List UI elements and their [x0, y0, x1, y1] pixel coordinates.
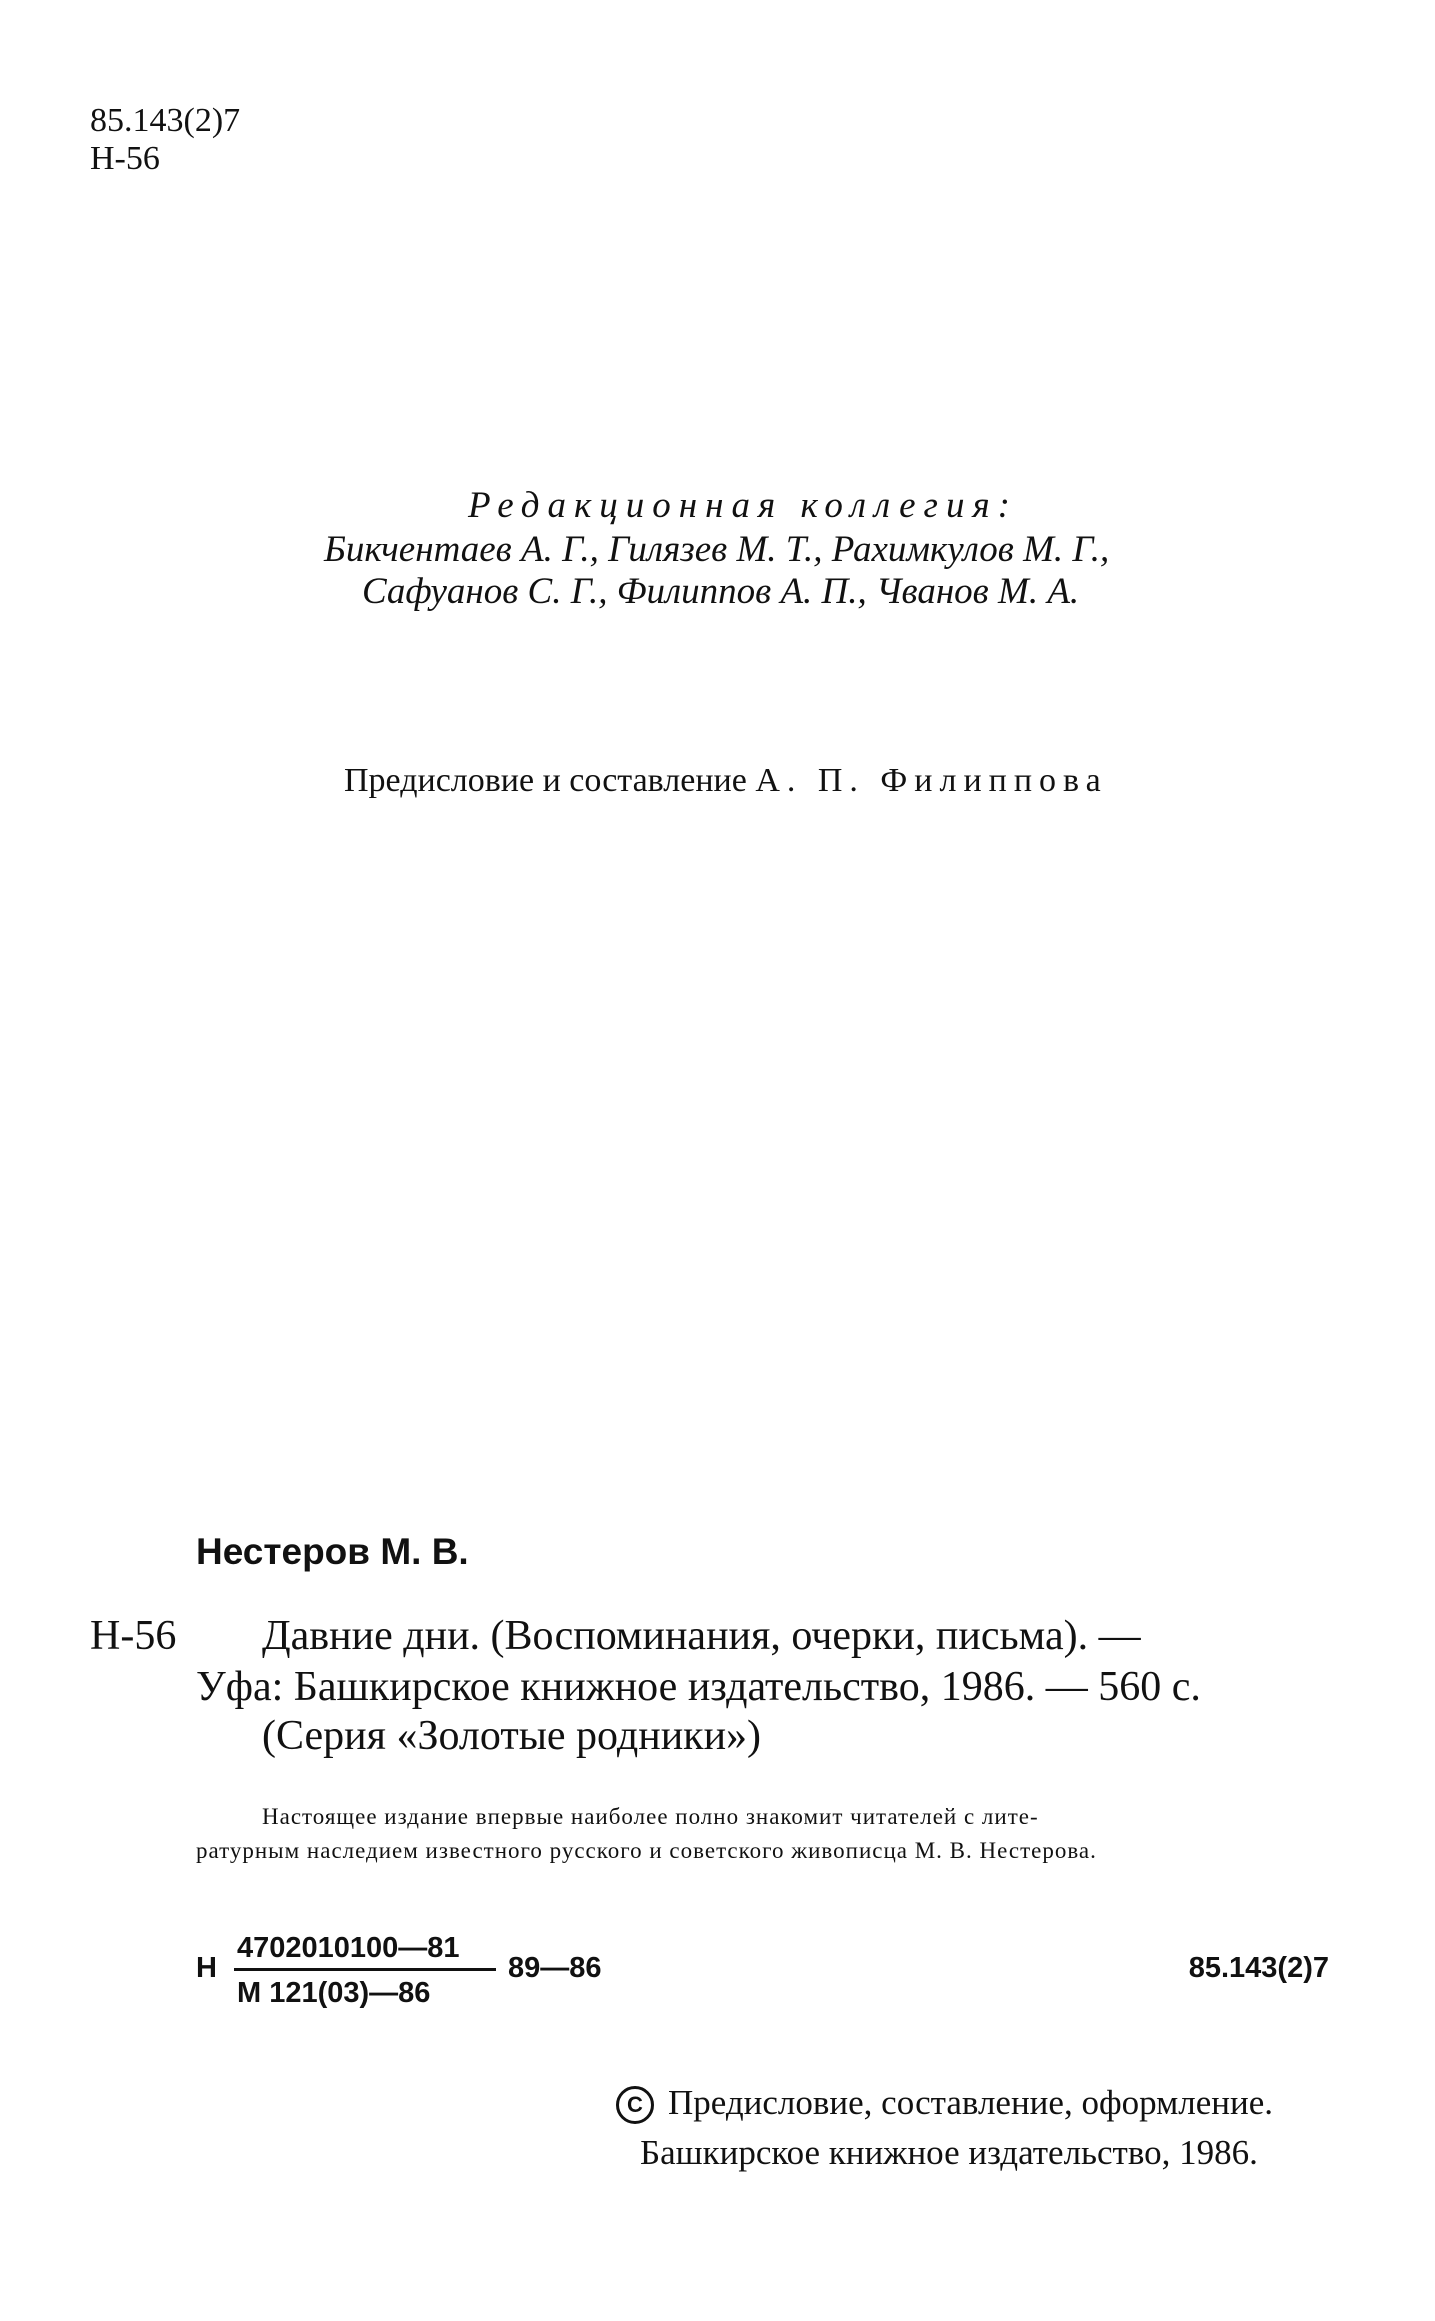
catalog-bbk: 85.143(2)7 — [1188, 1952, 1329, 1984]
copyright-icon: C — [616, 2086, 654, 2124]
preface-author: А. П. Филиппова — [755, 762, 1108, 799]
annotation-line-2: ратурным наследием известного русского и советского живописца М. В. Нестерова. — [196, 1838, 1097, 1863]
bbk-code: 85.143(2)7 — [90, 102, 241, 139]
editorial-board-members-line-1: Бикчентаев А. Г., Гилязев М. Т., Рахимкулов М. Г., — [324, 529, 1110, 570]
editorial-board-title: Редакционная коллегия: — [468, 485, 1018, 526]
preface-credit — [344, 762, 1108, 800]
book-author: Нестеров М. В. — [196, 1531, 469, 1572]
copyright-line-1 — [616, 2083, 1273, 2124]
catalog-letter: Н — [196, 1952, 217, 1984]
preface-label: Предисловие и составление — [344, 762, 747, 799]
copyright-text-1: Предисловие, составление, оформление. — [668, 2083, 1273, 2122]
bibliographic-line-2: Уфа: Башкирское книжное издательство, 1986. — 560 с. — [196, 1664, 1201, 1710]
fraction-bar — [234, 1968, 496, 1971]
catalog-suffix: 89—86 — [508, 1952, 602, 1984]
catalog-numerator: 4702010100—81 — [237, 1932, 460, 1964]
bibliographic-code: Н-56 — [90, 1613, 177, 1659]
catalog-denominator: М 121(03)—86 — [237, 1977, 431, 2009]
annotation-line-1: Настоящее издание впервые наиболее полно знакомит читателей с лите- — [262, 1804, 1039, 1829]
editorial-board-members-line-2: Сафуанов С. Г., Филиппов А. П., Чванов М. А. — [362, 571, 1080, 612]
bibliographic-line-3: (Серия «Золотые родники») — [262, 1713, 762, 1759]
bibliographic-line-1: Давние дни. (Воспоминания, очерки, письма). — — [262, 1613, 1141, 1659]
author-mark: Н-56 — [90, 140, 160, 177]
copyright-line-2: Башкирское книжное издательство, 1986. — [640, 2133, 1258, 2172]
